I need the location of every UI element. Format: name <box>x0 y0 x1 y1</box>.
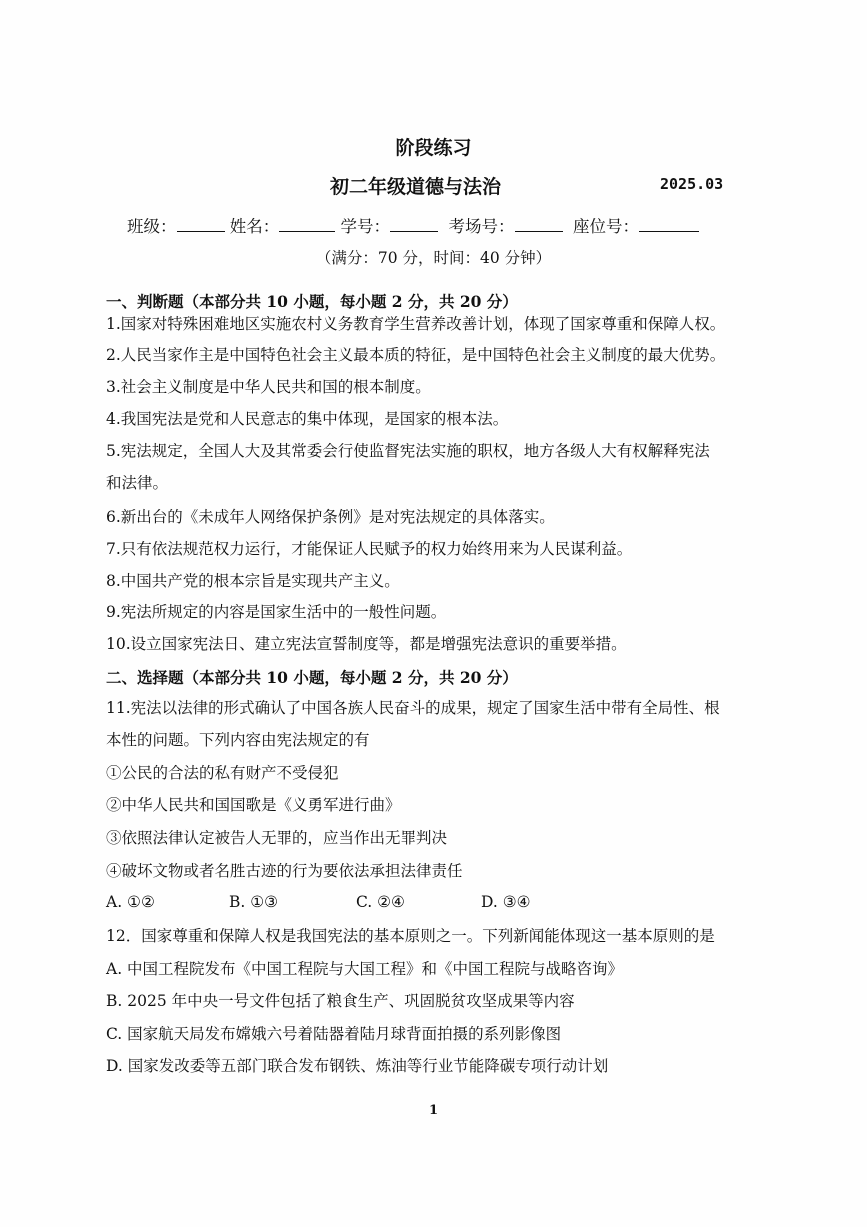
option-line[interactable]: A. 中国工程院发布《中国工程院与大国工程》和《中国工程院与战略咨询》 <box>106 960 624 978</box>
question-line: 8.中国共产党的根本宗旨是实现共产主义。 <box>106 572 400 590</box>
section1-heading: 一、判断题（本部分共 10 小题，每小题 2 分，共 20 分） <box>106 292 518 311</box>
student-info-row <box>127 213 699 237</box>
seat-blank[interactable] <box>639 217 699 232</box>
class-label: 班级： <box>127 217 177 236</box>
seat-label: 座位号： <box>573 217 639 236</box>
option-line[interactable]: D. 国家发改委等五部门联合发布钢铁、炼油等行业节能降碳专项行动计划 <box>106 1057 609 1075</box>
page-title: 阶段练习 <box>395 137 472 159</box>
option-d[interactable]: D. ③④ <box>481 893 531 911</box>
option-line[interactable]: C. 国家航天局发布嫦娥六号着陆器着陆月球背面拍摄的系列影像图 <box>106 1025 562 1043</box>
question-line: 2.人民当家作主是中国特色社会主义最本质的特征，是中国特色社会主义制度的最大优势。 <box>106 346 726 364</box>
option-a[interactable]: A. ①② <box>106 893 155 911</box>
question-line: 9.宪法所规定的内容是国家生活中的一般性问题。 <box>106 603 447 621</box>
question-line: 4.我国宪法是党和人民意志的集中体现，是国家的根本法。 <box>106 410 509 428</box>
student-no-label: 学号： <box>340 217 390 236</box>
exam-room-blank[interactable] <box>515 217 563 232</box>
question-line: 12．国家尊重和保障人权是我国宪法的基本原则之一。下列新闻能体现这一基本原则的是 <box>106 927 715 945</box>
question-line: 6.新出台的《未成年人网络保护条例》是对宪法规定的具体落实。 <box>106 508 555 526</box>
full-marks-note: （满分：70 分，时间：40 分钟） <box>315 249 552 267</box>
statement-line: ②中华人民共和国国歌是《义勇军进行曲》 <box>106 796 401 814</box>
question-line: 7.只有依法规范权力运行，才能保证人民赋予的权力始终用来为人民谋利益。 <box>106 540 633 558</box>
subject-title: 初二年级道德与法治 <box>330 176 502 198</box>
subtitle-row <box>0 172 867 196</box>
student-no-blank[interactable] <box>390 217 438 232</box>
q11-options <box>106 893 706 915</box>
page-number: 1 <box>428 1103 439 1118</box>
exam-date: 2025.03 <box>660 175 724 193</box>
question-line: 10.设立国家宪法日、建立宪法宣誓制度等，都是增强宪法意识的重要举措。 <box>106 635 627 653</box>
class-blank[interactable] <box>177 217 225 232</box>
statement-line: ③依照法律认定被告人无罪的，应当作出无罪判决 <box>106 829 448 847</box>
question-line: 11.宪法以法律的形式确认了中国各族人民奋斗的成果，规定了国家生活中带有全局性、根 <box>106 699 720 717</box>
question-line: 5.宪法规定，全国人大及其常委会行使监督宪法实施的职权，地方各级人大有权解释宪法 <box>106 442 710 460</box>
name-blank[interactable] <box>279 217 335 232</box>
option-c[interactable]: C. ②④ <box>356 893 405 911</box>
statement-line: ④破坏文物或者名胜古迹的行为要依法承担法律责任 <box>106 862 463 880</box>
question-line: 本性的问题。下列内容由宪法规定的有 <box>106 731 370 749</box>
question-line: 3.社会主义制度是中华人民共和国的根本制度。 <box>106 378 431 396</box>
name-label: 姓名： <box>229 217 280 236</box>
exam-room-label: 考场号： <box>448 217 515 236</box>
question-line: 和法律。 <box>106 474 169 492</box>
section2-heading: 二、选择题（本部分共 10 小题，每小题 2 分，共 20 分） <box>106 668 518 687</box>
option-line[interactable]: B. 2025 年中央一号文件包括了粮食生产、巩固脱贫攻坚成果等内容 <box>106 992 575 1010</box>
option-b[interactable]: B. ①③ <box>229 893 279 911</box>
statement-line: ①公民的合法的私有财产不受侵犯 <box>106 764 339 782</box>
question-line: 1.国家对特殊困难地区实施农村义务教育学生营养改善计划，体现了国家尊重和保障人权。 <box>106 315 726 333</box>
